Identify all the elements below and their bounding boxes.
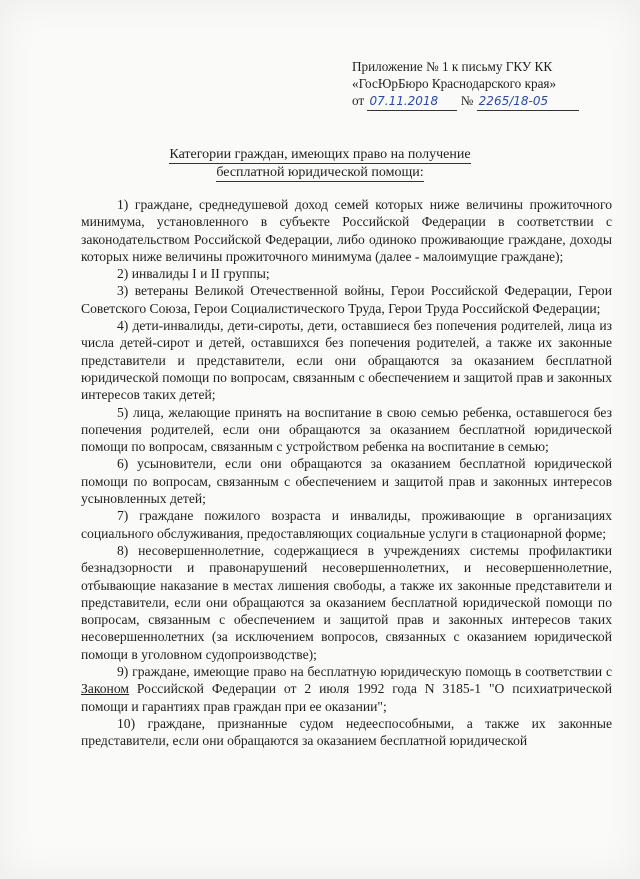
list-item: 4) дети-инвалиды, дети-сироты, дети, оставшиеся без попечения родителей, лица из числа детей-сирот и детей, оставшихся без попечения родителей, а также их законные представители и представители, если они обращаются за оказанием бесплатной юридической помощи по вопросам, связанным с обеспечением и защитой прав и законных интересов таких детей;	[81, 318, 612, 403]
title-line-1: Категории граждан, имеющих право на получение	[169, 147, 471, 162]
list-item: 10) граждане, признанные судом недееспособными, а также их законные представители, если они обращаются за оказанием бесплатной юридической	[81, 715, 612, 749]
handwritten-number: 2265/18-05	[477, 93, 579, 111]
document-title	[0, 146, 640, 182]
list-item: 1) граждане, среднедушевой доход семей которых ниже величины прожиточного минимума, установленного в субъекте Российской Федерации в соответствии с законодательством Российской Федерации, либо одиноко проживающие граждане, доходы которых ниже величины прожиточного минимума (далее - малоимущие граждане);	[81, 197, 612, 264]
list-item: 7) граждане пожилого возраста и инвалиды, проживающие в организациях социального обслуживания, предоставляющих социальные услуги в стационарной форме;	[81, 508, 612, 541]
list-item: 3) ветераны Великой Отечественной войны, Герои Российской Федерации, Герои Советского Союза, Герои Социалистического Труда, Герои Труда Российской Федерации;	[81, 283, 612, 316]
appendix-line-3	[352, 92, 602, 111]
list-item: 8) несовершеннолетние, содержащиеся в учреждениях системы профилактики безнадзорности и правонарушений несовершеннолетних, и несовершеннолетние, отбывающие наказание в местах лишения свободы, а также их законные представители и представители, если они обращаются за оказанием бесплатной юридической помощи по вопросам, связанным с обеспечением и защитой прав и законных интересов таких несовершеннолетних (за исключением вопросов, связанных с оказанием юридической помощи в уголовном судопроизводстве);	[81, 542, 612, 662]
list-item	[81, 663, 612, 715]
list-item: 2) инвалиды I и II группы;	[117, 266, 270, 282]
list-item: 6) усыновители, если они обращаются за оказанием бесплатной юридической помощи по вопросам, связанным с обеспечением и защитой прав и законных интересов усыновленных детей;	[81, 456, 612, 507]
item-text-before: 9) граждане, имеющие право на бесплатную юридическую помощь в соответствии с	[117, 664, 612, 680]
number-label: №	[460, 93, 474, 108]
appendix-line-2: «ГосЮрБюро Краснодарского края»	[352, 76, 557, 91]
appendix-header	[352, 58, 602, 111]
law-link[interactable]: Законом	[81, 681, 129, 697]
from-label: от	[352, 93, 365, 108]
title-line-2: бесплатной юридической помощи:	[216, 165, 424, 180]
handwritten-date: 07.11.2018	[367, 93, 457, 111]
item-text-after: Российской Федерации от 2 июля 1992 года N 3185-1 "О психиатрической помощи и гарантиях прав граждан при ее оказании";	[81, 681, 612, 714]
appendix-line-1: Приложение № 1 к письму ГКУ КК	[352, 59, 553, 74]
categories-list	[81, 196, 612, 750]
list-item: 5) лица, желающие принять на воспитание в свою семью ребенка, оставшегося без попечения родителей, если они обращаются за оказанием бесплатной юридической помощи по вопросам, связанным с устройством ребенка на воспитание в семью;	[81, 404, 612, 455]
